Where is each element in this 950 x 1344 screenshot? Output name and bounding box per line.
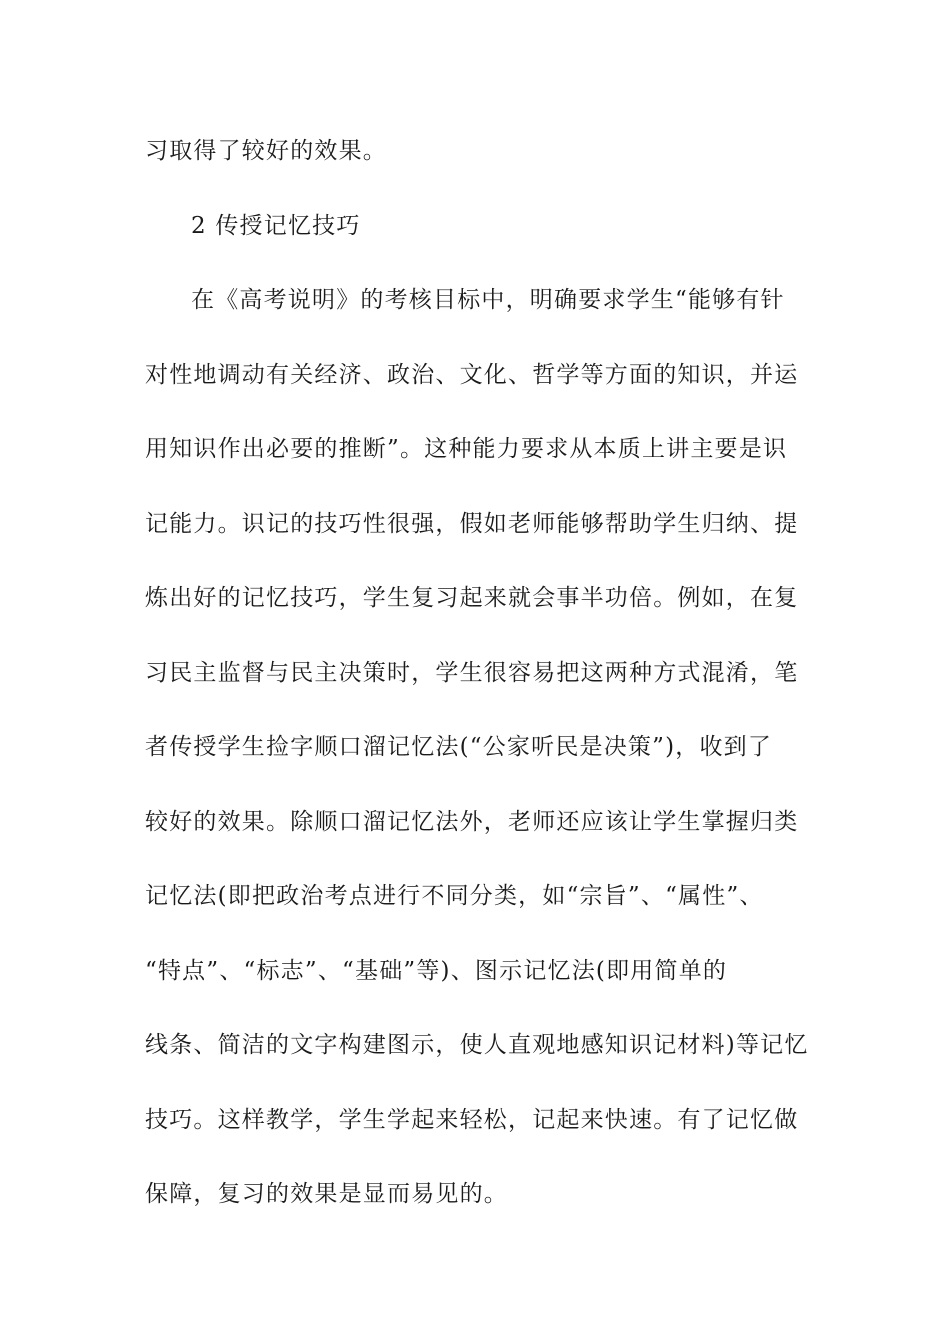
text-line: 用知识作出必要的推断”。这种能力要求从本质上讲主要是识 bbox=[145, 436, 788, 462]
text-line: 记忆法(即把政治考点进行不同分类，如“宗旨”、“属性”、 bbox=[145, 883, 764, 909]
text-line: 保障，复习的效果是显而易见的。 bbox=[145, 1181, 508, 1207]
text-line: 者传授学生捡字顺口溜记忆法(“公家听民是决策”)，收到了 bbox=[145, 734, 773, 760]
text-line: 记能力。识记的技巧性很强，假如老师能够帮助学生归纳、提 bbox=[145, 510, 799, 537]
text-line: 对性地调动有关经济、政治、文化、哲学等方面的知识，并运 bbox=[145, 361, 799, 388]
section-heading: 2 传授记忆技巧 bbox=[191, 212, 361, 239]
text-line: 技巧。这样教学，学生学起来轻松，记起来快速。有了记忆做 bbox=[145, 1106, 799, 1133]
text-line: 在《高考说明》的考核目标中，明确要求学生“能够有针 bbox=[191, 287, 785, 313]
text-line: “特点”、“标志”、“基础”等)、图示记忆法(即用简单的 bbox=[145, 957, 728, 984]
text-line: 较好的效果。除顺口溜记忆法外，老师还应该让学生掌握归类 bbox=[145, 808, 799, 835]
text-line: 线条、简洁的文字构建图示，使人直观地感知识记材料)等记忆 bbox=[145, 1032, 809, 1058]
text-line: 炼出好的记忆技巧，学生复习起来就会事半功倍。例如，在复 bbox=[145, 585, 799, 611]
text-line: 习民主监督与民主决策时，学生很容易把这两种方式混淆，笔 bbox=[145, 659, 799, 686]
text-line: 习取得了较好的效果。 bbox=[145, 138, 387, 164]
body-text bbox=[145, 126, 809, 1244]
